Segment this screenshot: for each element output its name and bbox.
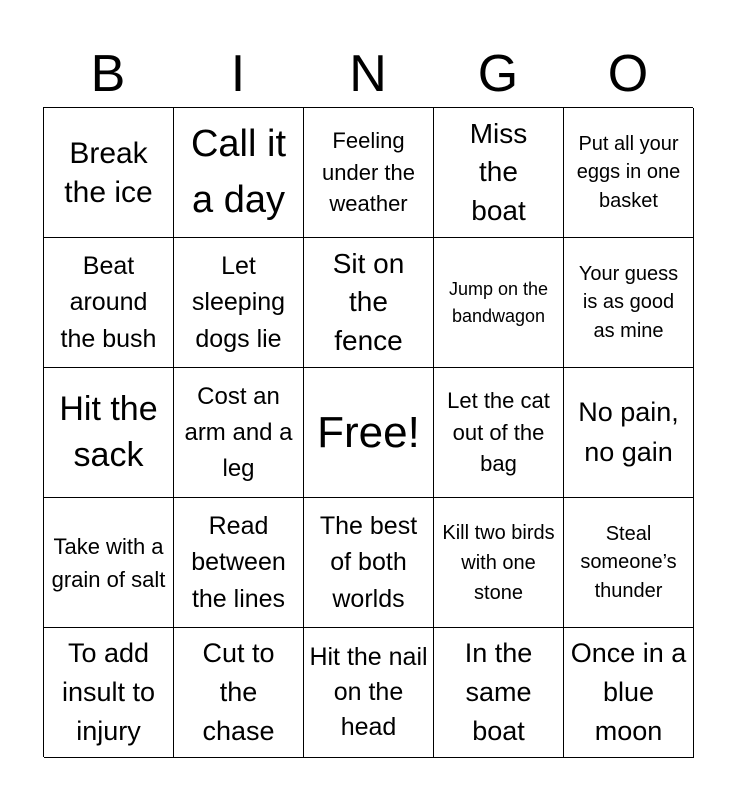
cell-text: Kill two birds with one stone (442, 521, 555, 604)
bingo-cell[interactable] (434, 368, 564, 498)
bingo-cell[interactable] (174, 498, 304, 628)
bingo-cell[interactable] (434, 108, 564, 238)
cell-text: Beat around the bush (60, 252, 157, 353)
bingo-cell[interactable] (564, 628, 694, 758)
bingo-cell[interactable] (44, 628, 174, 758)
bingo-cell[interactable] (564, 498, 694, 628)
bingo-cell[interactable] (174, 368, 304, 498)
cell-text: Feeling under the weather (322, 127, 415, 217)
free-space-label: Free! (317, 407, 420, 457)
bingo-cell[interactable] (304, 108, 434, 238)
header-letter-o: O (607, 45, 649, 103)
cell-text: No pain, no gain (578, 397, 679, 467)
free-space[interactable] (304, 368, 434, 498)
bingo-cell[interactable] (44, 368, 174, 498)
cell-text: Once in a blue moon (570, 637, 687, 747)
bingo-cell[interactable] (174, 238, 304, 368)
cell-text: Cut to the chase (202, 637, 275, 747)
cell-text: Jump on the bandwagon (448, 279, 549, 326)
bingo-cell[interactable] (174, 108, 304, 238)
bingo-cell[interactable] (44, 238, 174, 368)
bingo-cell[interactable] (304, 498, 434, 628)
cell-text: To add insult to injury (61, 637, 156, 747)
header-letter-n: N (349, 45, 387, 103)
bingo-cell[interactable] (434, 238, 564, 368)
cell-text: Sit on the fence (332, 247, 405, 356)
bingo-cell[interactable] (304, 628, 434, 758)
bingo-cell[interactable] (434, 498, 564, 628)
bingo-cell[interactable] (174, 628, 304, 758)
cell-text: In the same boat (464, 637, 533, 747)
cell-text: Hit the sack (59, 389, 158, 474)
bingo-header (43, 40, 693, 108)
cell-text: Miss the boat (469, 117, 528, 226)
cell-text: Cost an arm and a leg (184, 382, 293, 482)
cell-text: Call it a day (190, 123, 287, 221)
cell-text: Steal someone’s thunder (580, 522, 677, 602)
cell-text: Take with a grain of salt (51, 533, 166, 592)
cell-text: Your guess is as good as mine (578, 262, 679, 342)
bingo-board (43, 107, 693, 757)
header-letter-i: I (230, 45, 246, 103)
bingo-cell[interactable] (44, 498, 174, 628)
bingo-cell[interactable] (564, 368, 694, 498)
bingo-cell[interactable] (434, 628, 564, 758)
cell-text: Read between the lines (191, 512, 286, 613)
header-letter-g: G (477, 45, 519, 103)
cell-text: Let the cat out of the bag (447, 387, 550, 477)
cell-text: Let sleeping dogs lie (191, 252, 286, 353)
cell-text: Put all your eggs in one basket (576, 132, 681, 212)
cell-text: The best of both worlds (319, 512, 418, 613)
bingo-cell[interactable] (564, 238, 694, 368)
bingo-cell[interactable] (564, 108, 694, 238)
header-letter-b: B (90, 45, 126, 103)
cell-text: Break the ice (64, 136, 153, 209)
cell-text: Hit the nail on the head (309, 643, 428, 741)
bingo-cell[interactable] (304, 238, 434, 368)
bingo-cell[interactable] (44, 108, 174, 238)
